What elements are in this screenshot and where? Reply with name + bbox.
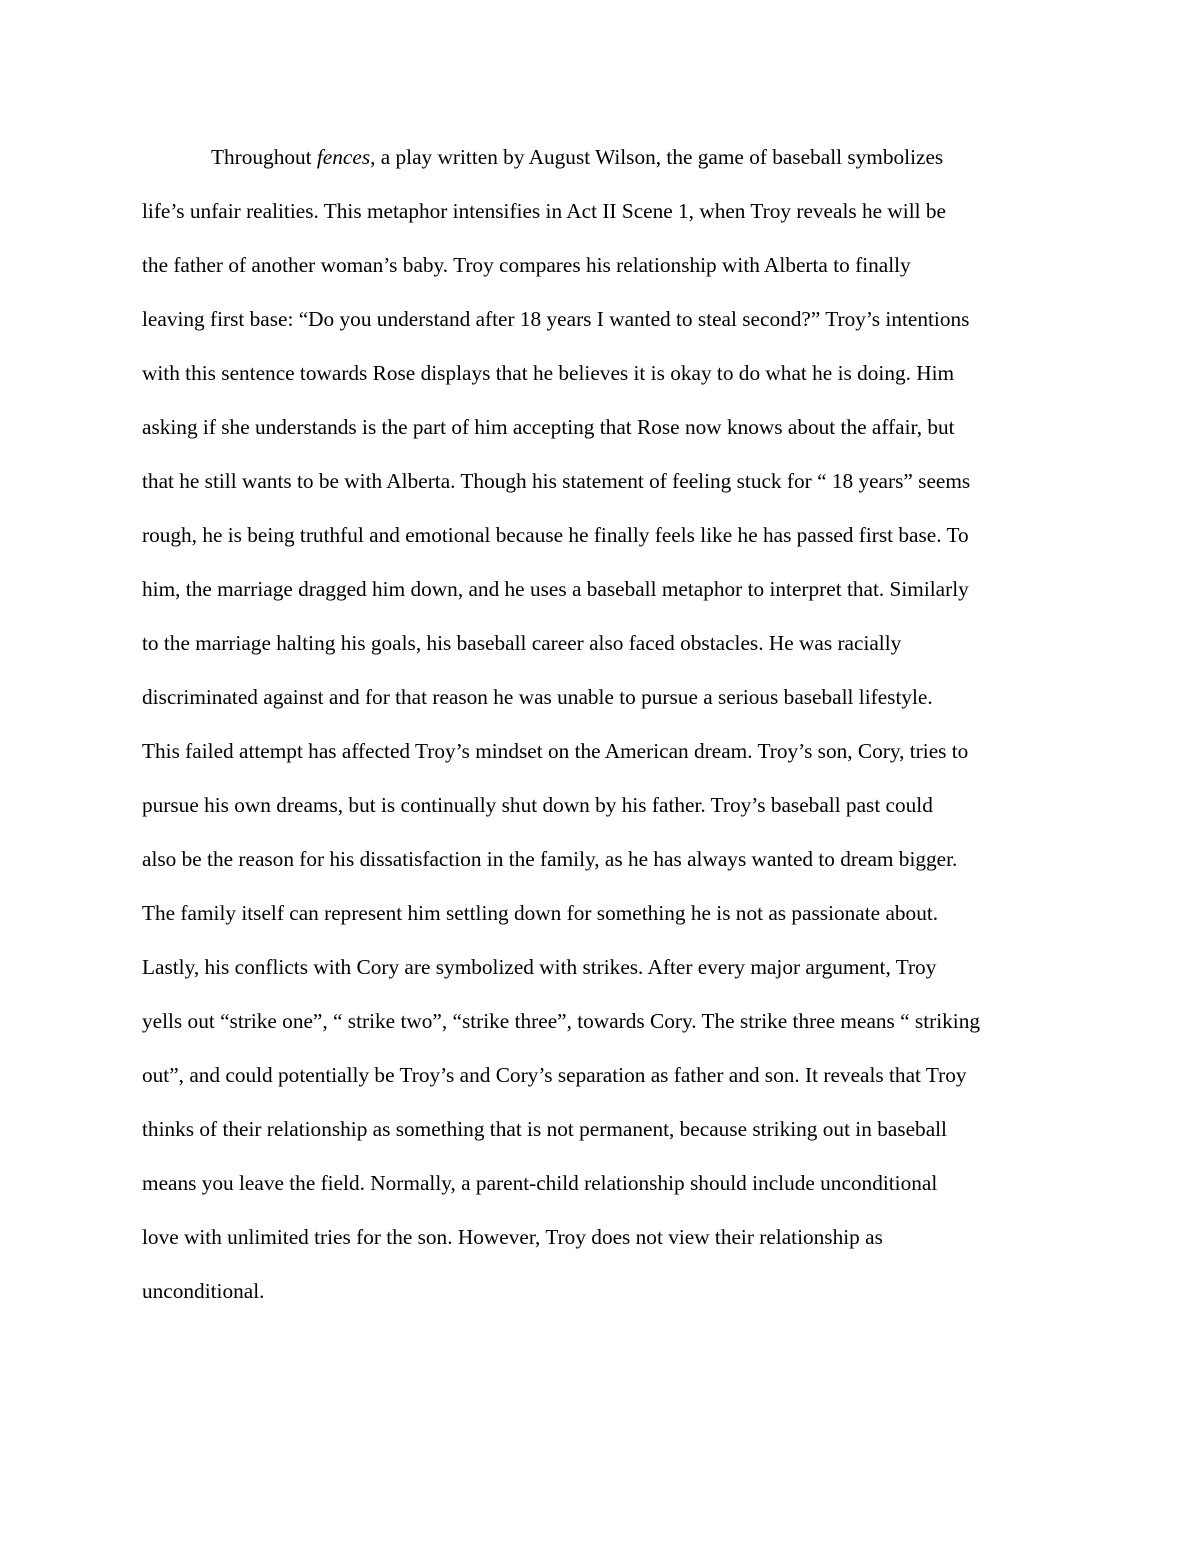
paragraph-line: life’s unfair realities. This metaphor intensifies in Act II Scene 1, when Troy reveals he will be <box>142 199 946 223</box>
paragraph-line: unconditional. <box>142 1279 265 1303</box>
paragraph-line: yells out “strike one”, “ strike two”, “strike three”, towards Cory. The strike three means “ striking <box>142 1009 981 1033</box>
paragraph-line: to the marriage halting his goals, his baseball career also faced obstacles. He was racially <box>142 631 902 655</box>
paragraph-line: leaving first base: “Do you understand after 18 years I wanted to steal second?” Troy’s intentions <box>142 307 970 331</box>
paragraph-line: The family itself can represent him settling down for something he is not as passionate about. <box>142 901 939 925</box>
paragraph-line: him, the marriage dragged him down, and he uses a baseball metaphor to interpret that. Similarly <box>142 577 969 601</box>
paragraph-line: also be the reason for his dissatisfaction in the family, as he has always wanted to dream bigger. <box>142 847 958 871</box>
paragraph-line: rough, he is being truthful and emotional because he finally feels like he has passed first base. To <box>142 523 969 547</box>
line-text: Throughout <box>211 145 317 169</box>
paragraph-line <box>142 130 1062 184</box>
paragraph-line: love with unlimited tries for the son. However, Troy does not view their relationship as <box>142 1225 883 1249</box>
paragraph-line: pursue his own dreams, but is continually shut down by his father. Troy’s baseball past could <box>142 793 933 817</box>
paragraph-line: out”, and could potentially be Troy’s and Cory’s separation as father and son. It reveals that Troy <box>142 1063 967 1087</box>
paragraph-line: asking if she understands is the part of him accepting that Rose now knows about the affair, but <box>142 415 955 439</box>
paragraph-line: Lastly, his conflicts with Cory are symbolized with strikes. After every major argument, Troy <box>142 955 937 979</box>
line-text: , a play written by August Wilson, the game of baseball symbolizes <box>370 145 944 169</box>
paragraph-line: discriminated against and for that reason he was unable to pursue a serious baseball lifestyle. <box>142 685 933 709</box>
paragraph-line: This failed attempt has affected Troy’s mindset on the American dream. Troy’s son, Cory, tries to <box>142 739 969 763</box>
paragraph-line: with this sentence towards Rose displays that he believes it is okay to do what he is doing. Him <box>142 361 955 385</box>
play-title: fences <box>316 145 371 169</box>
paragraph-line: the father of another woman’s baby. Troy compares his relationship with Alberta to finally <box>142 253 911 277</box>
essay-paragraph <box>142 130 1062 1318</box>
paragraph-line: that he still wants to be with Alberta. Though his statement of feeling stuck for “ 18 years” seems <box>142 469 971 493</box>
paragraph-line: means you leave the field. Normally, a parent-child relationship should include unconditional <box>142 1171 938 1195</box>
paragraph-line: thinks of their relationship as something that is not permanent, because striking out in baseball <box>142 1117 947 1141</box>
